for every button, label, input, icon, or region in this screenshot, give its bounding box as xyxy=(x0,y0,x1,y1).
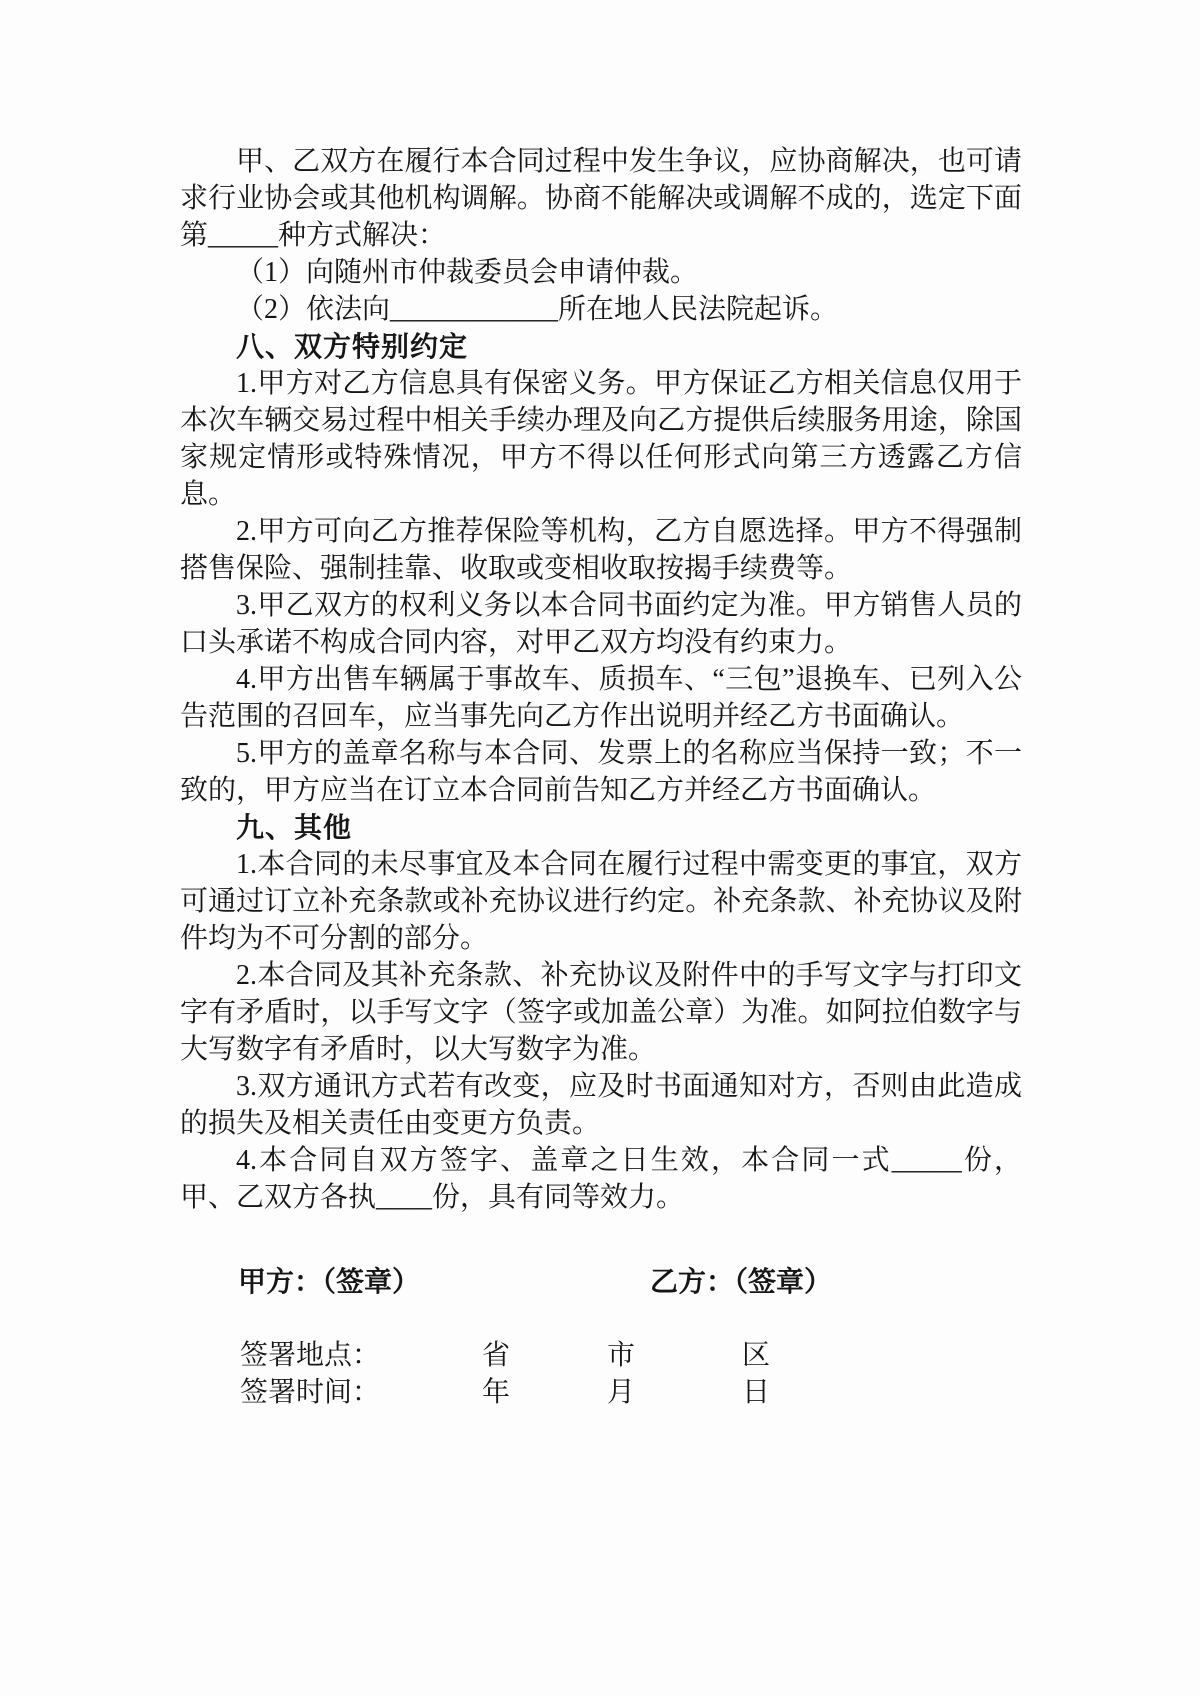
signing-place-district: 区 xyxy=(742,1340,771,1371)
heading-section-8: 八、双方特别约定 xyxy=(236,331,469,362)
clause-9-3: 3.双方通讯方式若有改变，应及时书面通知对方，否则由此造成的损失及相关责任由变更方负责。 xyxy=(180,1071,1022,1139)
party-a-seal-label: 甲方：（签章） xyxy=(238,1266,421,1297)
signing-time-day: 日 xyxy=(742,1377,771,1408)
clause-option-court: （2）依法向____________所在地人民法院起诉。 xyxy=(236,294,839,325)
clause-8-4: 4.甲方出售车辆属于事故车、质损车、“三包”退换车、已列入公告范围的召回车，应当事先向乙方作出说明并经乙方书面确认。 xyxy=(180,664,1022,732)
clause-8-5: 5.甲方的盖章名称与本合同、发票上的名称应当保持一致；不一致的，甲方应当在订立本合同前告知乙方并经乙方书面确认。 xyxy=(180,738,1022,806)
signing-place-province: 省 xyxy=(482,1340,511,1371)
clause-8-1: 1.甲方对乙方信息具有保密义务。甲方保证乙方相关信息仅用于本次车辆交易过程中相关手续办理及向乙方提供后续服务用途，除国家规定情形或特殊情况，甲方不得以任何形式向第三方透露乙方信息。 xyxy=(180,368,1022,510)
signing-time-label: 签署时间： xyxy=(240,1377,381,1408)
clause-option-arbitration: （1）向随州市仲裁委员会申请仲裁。 xyxy=(236,257,699,288)
contract-body xyxy=(180,143,1022,1411)
signing-place-city: 市 xyxy=(607,1340,636,1371)
heading-section-9: 九、其他 xyxy=(236,812,353,843)
party-b-seal-label: 乙方：（签章） xyxy=(650,1266,833,1297)
signing-place-label: 签署地点： xyxy=(240,1340,381,1371)
signing-time-row xyxy=(180,1374,1022,1411)
signing-time-month: 月 xyxy=(607,1377,636,1408)
signature-party-line xyxy=(180,1263,1022,1300)
clause-9-1: 1.本合同的未尽事宜及本合同在履行过程中需变更的事宜，双方可通过订立补充条款或补充协议进行约定。补充条款、补充协议及附件均为不可分割的部分。 xyxy=(180,849,1022,954)
signing-time-year: 年 xyxy=(482,1377,511,1408)
clause-dispute-resolution: 甲、乙双方在履行本合同过程中发生争议，应协商解决，也可请求行业协会或其他机构调解。协商不能解决或调解不成的，选定下面第_____种方式解决： xyxy=(180,146,1022,251)
clause-9-2: 2.本合同及其补充条款、补充协议及附件中的手写文字与打印文字有矛盾时，以手写文字（签字或加盖公章）为准。如阿拉伯数字与大写数字有矛盾时，以大写数字为准。 xyxy=(180,960,1022,1065)
clause-8-3: 3.甲乙双方的权利义务以本合同书面约定为准。甲方销售人员的口头承诺不构成合同内容，对甲乙双方均没有约束力。 xyxy=(180,590,1022,658)
clause-9-4: 4.本合同自双方签字、盖章之日生效，本合同一式_____份，甲、乙双方各执____份，具有同等效力。 xyxy=(180,1145,1022,1213)
signing-place-row xyxy=(180,1337,1022,1374)
clause-8-2: 2.甲方可向乙方推荐保险等机构，乙方自愿选择。甲方不得强制搭售保险、强制挂靠、收取或变相收取按揭手续费等。 xyxy=(180,516,1022,584)
